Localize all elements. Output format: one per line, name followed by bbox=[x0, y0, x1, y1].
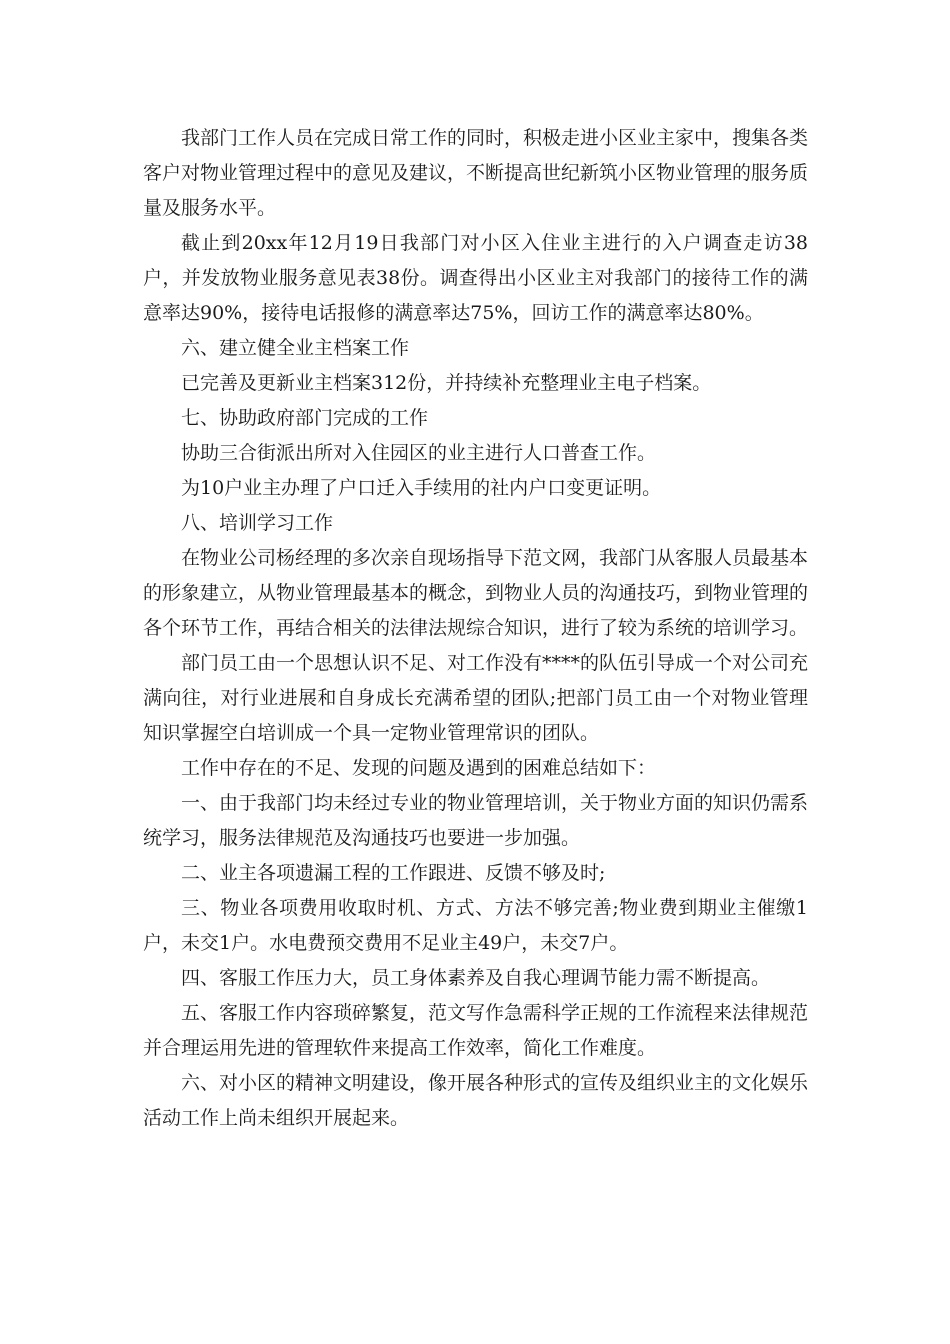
paragraph-household-registration: 为10户业主办理了户口迁入手续用的社内户口变更证明。 bbox=[181, 477, 662, 499]
list-item-problem-3: 三、物业各项费用收取时机、方式、方法不够完善;物业费到期业主催缴1户，未交1户。水电费预交费用不足业主49户，未交7户。 bbox=[143, 897, 808, 954]
paragraph-outreach: 我部门工作人员在完成日常工作的同时，积极走进小区业主家中，搜集各类客户对物业管理过程中的意见及建议，不断提高世纪新筑小区物业管理的服务质量及服务水平。 bbox=[143, 127, 809, 219]
paragraph-training: 在物业公司杨经理的多次亲自现场指导下范文网，我部门从客服人员最基本的形象建立，从物业管理最基本的概念，到物业人员的沟通技巧，到物业管理的各个环节工作，再结合相关的法律法规综合知识，进行了较为系统的培训学习。 bbox=[143, 547, 809, 639]
list-item-problem-6: 六、对小区的精神文明建设，像开展各种形式的宣传及组织业主的文化娱乐活动工作上尚未组织开展起来。 bbox=[143, 1072, 809, 1129]
document-body bbox=[143, 121, 808, 1136]
list-item-problem-2: 二、业主各项遗漏工程的工作跟进、反馈不够及时; bbox=[181, 862, 606, 884]
paragraph-survey: 截止到20xx年12月19日我部门对小区入住业主进行的入户调查走访38户，并发放物业服务意见表38份。调查得出小区业主对我部门的接待工作的满意率达90%，接待电话报修的满意率达75%，回访工作的满意率达80%。 bbox=[143, 232, 808, 324]
list-item-problem-5: 五、客服工作内容琐碎繁复，范文写作急需科学正规的工作流程来法律规范并合理运用先进的管理软件来提高工作效率，简化工作难度。 bbox=[143, 1002, 809, 1059]
paragraph-problems-intro: 工作中存在的不足、发现的问题及遇到的困难总结如下： bbox=[181, 757, 657, 779]
list-item-problem-4: 四、客服工作压力大，员工身体素养及自我心理调节能力需不断提高。 bbox=[181, 967, 771, 989]
list-item-problem-1: 一、由于我部门均未经过专业的物业管理培训，关于物业方面的知识仍需系统学习，服务法律规范及沟通技巧也要进一步加强。 bbox=[143, 792, 809, 849]
paragraph-team-growth: 部门员工由一个思想认识不足、对工作没有****的队伍引导成一个对公司充满向往，对行业进展和自身成长充满希望的团队;把部门员工由一个对物业管理知识掌握空白培训成一个具一定物业管理常识的团队。 bbox=[143, 652, 809, 744]
paragraph-census: 协助三合街派出所对入住园区的业主进行人口普查工作。 bbox=[181, 442, 657, 464]
section-heading-government-assist: 七、协助政府部门完成的工作 bbox=[181, 407, 429, 429]
paragraph-owner-files: 已完善及更新业主档案312份，并持续补充整理业主电子档案。 bbox=[181, 372, 712, 394]
section-heading-owner-files: 六、建立健全业主档案工作 bbox=[181, 337, 410, 359]
section-heading-training: 八、培训学习工作 bbox=[181, 512, 334, 534]
